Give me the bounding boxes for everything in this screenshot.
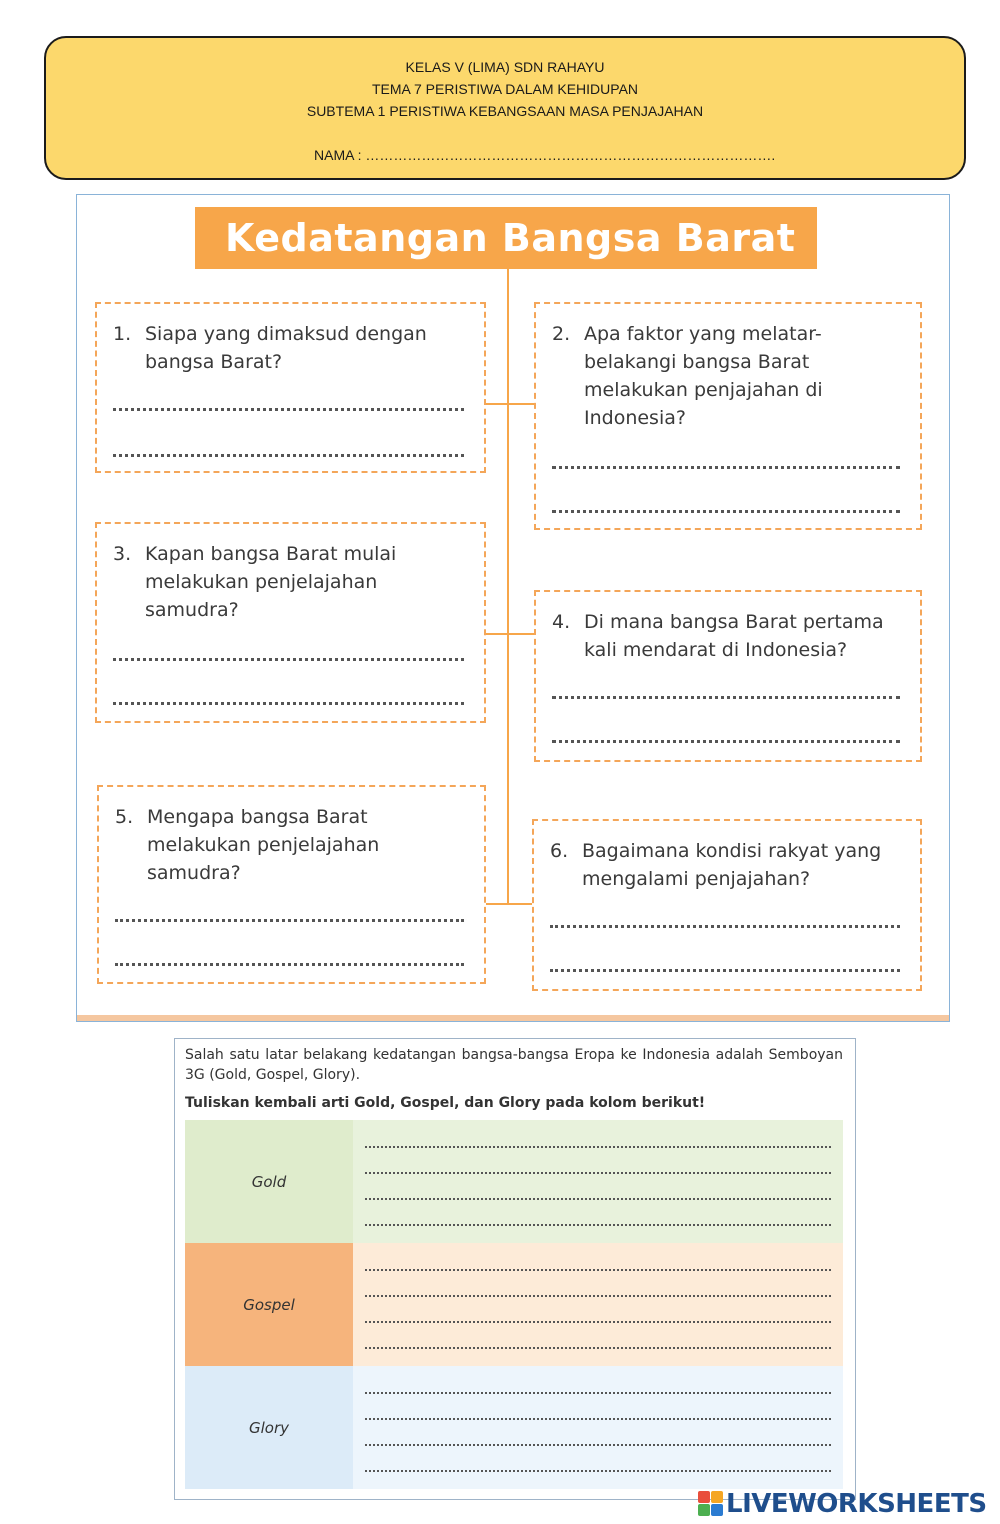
question-number: 3. (113, 543, 132, 565)
gold-row (185, 1120, 843, 1243)
answer-line[interactable] (113, 702, 464, 705)
connector-q5 (486, 903, 508, 905)
question-number: 5. (115, 806, 134, 828)
connector-q3 (486, 633, 508, 635)
answer-line[interactable] (365, 1172, 831, 1174)
question-number: 6. (550, 840, 569, 862)
panel-bottom-strip (77, 1015, 949, 1021)
semboyan-intro: Salah satu latar belakang kedatangan bangsa-bangsa Eropa ke Indonesia adalah Semboyan 3G (Gold, Gospel, Glory). (185, 1047, 843, 1083)
class-label: KELAS V (LIMA) SDN RAHAYU (405, 59, 605, 75)
question-text: Mengapa bangsa Barat melakukan penjelajahan samudra? (147, 806, 380, 884)
question-number: 4. (552, 611, 571, 633)
glory-row (185, 1366, 843, 1489)
answer-line[interactable] (365, 1295, 831, 1297)
question-box-2 (534, 302, 922, 530)
answer-line[interactable] (365, 1418, 831, 1420)
liveworksheets-wordmark: LIVEWORKSHEETS (726, 1489, 987, 1519)
name-label: NAMA : (314, 147, 362, 163)
answer-line[interactable] (365, 1269, 831, 1271)
answer-line[interactable] (365, 1347, 831, 1349)
name-input[interactable]: ……………………………………………………………………………. (365, 147, 776, 163)
gospel-label: Gospel (185, 1243, 353, 1366)
answer-line[interactable] (550, 969, 900, 972)
connector-q1 (486, 403, 508, 405)
answer-line[interactable] (365, 1224, 831, 1226)
question-text: Kapan bangsa Barat mulai melakukan penjelajahan samudra? (145, 543, 397, 621)
glory-answer-area[interactable] (353, 1366, 843, 1489)
question-number: 2. (552, 323, 571, 345)
connector-vertical (507, 269, 509, 905)
connector-q4 (508, 633, 535, 635)
answer-line[interactable] (115, 919, 464, 922)
answer-line[interactable] (113, 408, 464, 411)
answer-line[interactable] (552, 740, 900, 743)
theme-label: TEMA 7 PERISTIWA DALAM KEHIDUPAN (371, 81, 639, 97)
answer-line[interactable] (113, 454, 464, 457)
question-box-5 (97, 785, 486, 984)
answer-line[interactable] (365, 1198, 831, 1200)
answer-line[interactable] (115, 963, 464, 966)
answer-line[interactable] (365, 1146, 831, 1148)
answer-line[interactable] (552, 510, 900, 513)
question-text: Di mana bangsa Barat pertama kali mendarat di Indonesia? (584, 611, 884, 661)
answer-line[interactable] (365, 1470, 831, 1472)
subtheme-label: SUBTEMA 1 PERISTIWA KEBANGSAAN MASA PENJAJAHAN (306, 103, 704, 119)
glory-label: Glory (185, 1366, 353, 1489)
question-box-6 (532, 819, 922, 991)
answer-line[interactable] (113, 658, 464, 661)
question-box-3 (95, 522, 486, 723)
gospel-row (185, 1243, 843, 1366)
answer-line[interactable] (550, 925, 900, 928)
question-number: 1. (113, 323, 132, 345)
liveworksheets-brand (698, 1489, 987, 1519)
connector-q6 (508, 903, 534, 905)
answer-line[interactable] (552, 466, 900, 469)
question-text: Apa faktor yang melatar-belakangi bangsa Barat melakukan penjajahan di Indonesia? (584, 323, 823, 429)
gold-answer-area[interactable] (353, 1120, 843, 1243)
name-row (314, 146, 775, 164)
gold-label: Gold (185, 1120, 353, 1243)
question-box-1 (95, 302, 486, 473)
page-title: Kedatangan Bangsa Barat (195, 207, 817, 269)
question-box-4 (534, 590, 922, 762)
answer-line[interactable] (365, 1444, 831, 1446)
question-text: Bagaimana kondisi rakyat yang mengalami penjajahan? (582, 840, 882, 890)
answer-line[interactable] (365, 1392, 831, 1394)
worksheet-header (44, 36, 966, 180)
semboyan-3g-section (174, 1038, 856, 1500)
gospel-answer-area[interactable] (353, 1243, 843, 1366)
liveworksheets-logo-icon (698, 1491, 724, 1517)
answer-line[interactable] (552, 696, 900, 699)
connector-q2 (508, 403, 535, 405)
answer-line[interactable] (365, 1321, 831, 1323)
semboyan-instruction: Tuliskan kembali arti Gold, Gospel, dan Glory pada kolom berikut! (185, 1095, 706, 1111)
question-text: Siapa yang dimaksud dengan bangsa Barat? (145, 323, 427, 373)
